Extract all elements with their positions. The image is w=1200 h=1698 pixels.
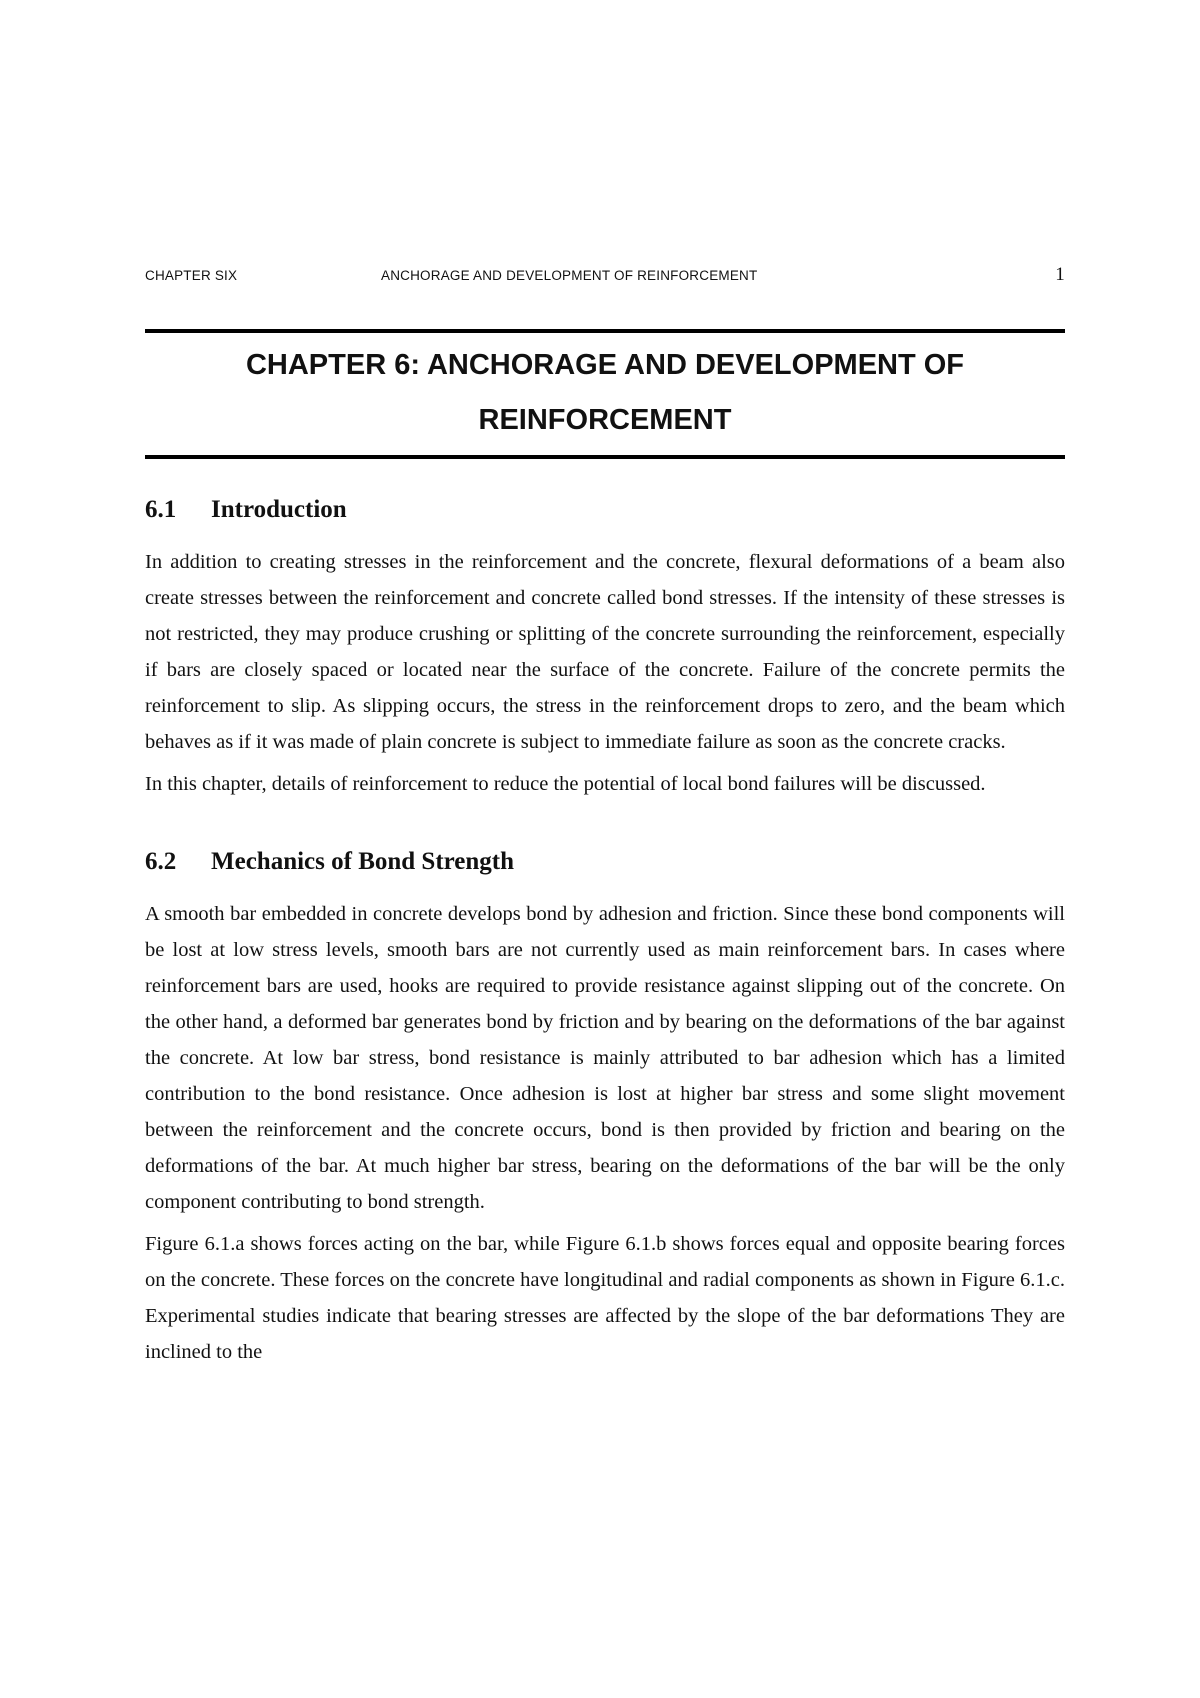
running-title: ANCHORAGE AND DEVELOPMENT OF REINFORCEMENT bbox=[381, 268, 758, 283]
document-body bbox=[145, 490, 1065, 1376]
section-title: Mechanics of Bond Strength bbox=[211, 848, 515, 875]
section-number: 6.2 bbox=[145, 848, 177, 875]
section-heading bbox=[145, 490, 1065, 530]
section-spacer bbox=[145, 808, 1065, 842]
title-rule-bottom bbox=[145, 455, 1065, 459]
title-rule-top bbox=[145, 329, 1065, 333]
paragraph: Figure 6.1.a shows forces acting on the bar, while Figure 6.1.b shows forces equal and opposite bearing forces on the concrete. These forces on the concrete have longitudinal and radial components as shown in Figure 6.1.c. Experimental studies indicate that bearing stresses are affected by the slope of the bar deformations They are inclined to the bbox=[145, 1233, 1065, 1363]
chapter-label: CHAPTER SIX bbox=[145, 268, 238, 283]
chapter-title-line-1: CHAPTER 6: ANCHORAGE AND DEVELOPMENT OF bbox=[245, 349, 965, 381]
section-title: Introduction bbox=[211, 496, 347, 523]
paragraph: In addition to creating stresses in the reinforcement and the concrete, flexural deformations of a beam also create stresses between the reinforcement and concrete called bond stresses. If the intensity of these stresses is not restricted, they may produce crushing or splitting of the concrete surrounding the reinforcement, especially if bars are closely spaced or located near the surface of the concrete. Failure of the concrete permits the reinforcement to slip. As slipping occurs, the stress in the reinforcement drops to zero, and the beam which behaves as if it was made of plain concrete is subject to immediate failure as soon as the concrete cracks. bbox=[145, 551, 1065, 753]
running-header bbox=[145, 264, 1065, 288]
section-mechanics-of-bond-strength bbox=[145, 842, 1065, 1370]
section-introduction bbox=[145, 490, 1065, 802]
section-number: 6.1 bbox=[145, 496, 177, 523]
section-heading bbox=[145, 842, 1065, 882]
paragraph: In this chapter, details of reinforcement to reduce the potential of local bond failures will be discussed. bbox=[145, 773, 986, 795]
page-number: 1 bbox=[1055, 264, 1065, 285]
paragraph: A smooth bar embedded in concrete develops bond by adhesion and friction. Since these bond components will be lost at low stress levels, smooth bars are not currently used as main reinforcement bars. In cases where reinforcement bars are used, hooks are required to provide resistance against slipping out of the concrete. On the other hand, a deformed bar generates bond by friction and by bearing on the deformations of the bar against the concrete. At low bar stress, bond resistance is mainly attributed to bar adhesion which has a limited contribution to the bond resistance. Once adhesion is lost at higher bar stress and some slight movement between the reinforcement and the concrete occurs, bond is then provided by friction and bearing on the deformations of the bar. At much higher bar stress, bearing on the deformations of the bar will be the only component contributing to bond strength. bbox=[145, 903, 1065, 1213]
chapter-title bbox=[145, 338, 1065, 448]
chapter-title-line-2: REINFORCEMENT bbox=[478, 404, 732, 436]
